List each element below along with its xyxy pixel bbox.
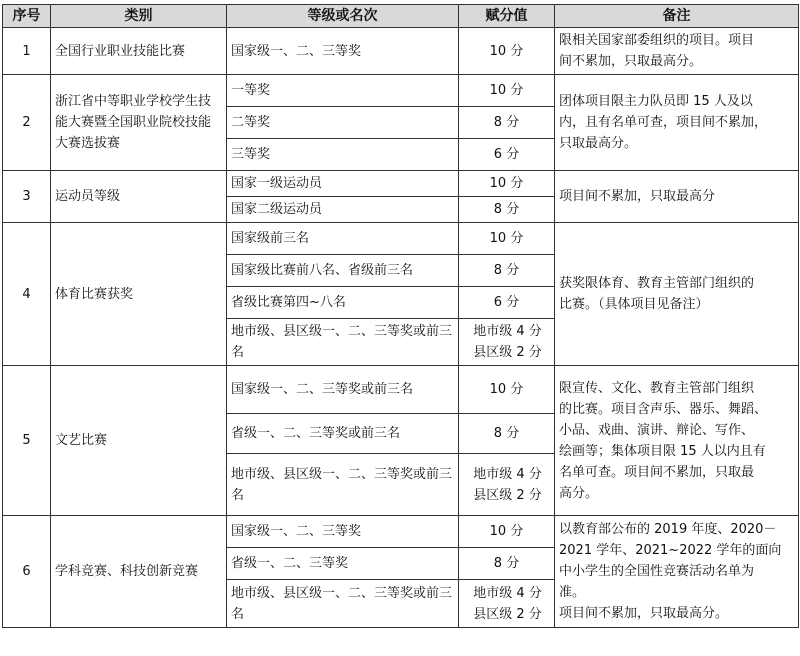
- score-line: 县区级 2 分: [473, 487, 542, 503]
- seq-cell: 5: [3, 366, 51, 516]
- note-line: 项目间不累加，只取最高分。: [559, 606, 729, 621]
- score-cell: 10 分: [459, 171, 555, 197]
- seq-cell: 6: [3, 516, 51, 628]
- seq-cell: 3: [3, 171, 51, 223]
- header-level: 等级或名次: [227, 5, 459, 28]
- note-line: 2021 学年、2021~2022 学年的面向: [559, 543, 782, 558]
- seq-cell: 4: [3, 223, 51, 366]
- note-cell: [555, 516, 799, 628]
- note-cell: [555, 28, 799, 75]
- category-cell: 运动员等级: [51, 171, 227, 223]
- score-cell: 8 分: [459, 107, 555, 139]
- category-cell: 体育比赛获奖: [51, 223, 227, 366]
- score-cell: 10 分: [459, 75, 555, 107]
- score-cell: [459, 319, 555, 366]
- note-line: 间不累加，只取最高分。: [559, 54, 703, 69]
- note-line: 限宣传、文化、教育主管部门组织: [559, 380, 755, 396]
- level-cell: 地市级、县区级一、二、三等奖或前三名: [227, 319, 459, 366]
- category-cell: 浙江省中等职业学校学生技能大赛暨全国职业院校技能大赛选拔赛: [51, 75, 227, 171]
- score-cell: 10 分: [459, 366, 555, 414]
- note-cell: [555, 366, 799, 516]
- table-row: [3, 171, 799, 197]
- score-cell: [459, 454, 555, 516]
- note-line: 限相关国家部委组织的项目。项目: [559, 33, 755, 48]
- table-row: [3, 28, 799, 75]
- header-note: 备注: [555, 5, 799, 28]
- level-cell: 国家级一、二、三等奖: [227, 28, 459, 75]
- header-seq: 序号: [3, 5, 51, 28]
- category-cell: 文艺比赛: [51, 366, 227, 516]
- note-line: 只取最高分。: [559, 136, 638, 151]
- score-line: 地市级 4 分: [473, 585, 542, 601]
- seq-cell: 2: [3, 75, 51, 171]
- scoring-table: [2, 4, 799, 628]
- level-cell: 国家二级运动员: [227, 197, 459, 223]
- note-line: 准。: [559, 585, 586, 600]
- note-cell: [555, 75, 799, 171]
- note-line: 中小学生的全国性竞赛活动名单为: [559, 564, 755, 579]
- level-cell: 地市级、县区级一、二、三等奖或前三名: [227, 454, 459, 516]
- level-cell: 省级比赛第四~八名: [227, 287, 459, 319]
- note-line: 内，且有名单可查，项目间不累加，: [559, 115, 768, 130]
- score-cell: 6 分: [459, 139, 555, 171]
- score-line: 县区级 2 分: [473, 606, 542, 622]
- note-line: 名单可查。项目间不累加，只取最: [559, 464, 755, 480]
- score-cell: 8 分: [459, 255, 555, 287]
- score-cell: 10 分: [459, 516, 555, 548]
- note-line: 高分。: [559, 485, 599, 501]
- level-cell: 国家级一、二、三等奖或前三名: [227, 366, 459, 414]
- score-line: 地市级 4 分: [473, 466, 542, 482]
- level-cell: 国家级一、二、三等奖: [227, 516, 459, 548]
- score-cell: [459, 580, 555, 628]
- level-cell: 三等奖: [227, 139, 459, 171]
- level-cell: 一等奖: [227, 75, 459, 107]
- score-cell: 8 分: [459, 197, 555, 223]
- level-cell: 省级一、二、三等奖: [227, 548, 459, 580]
- level-cell: 国家级前三名: [227, 223, 459, 255]
- score-cell: 6 分: [459, 287, 555, 319]
- note-line: 比赛。（具体项目见备注）: [559, 297, 709, 312]
- score-cell: 10 分: [459, 28, 555, 75]
- note-line: 项目间不累加，只取最高分: [559, 189, 716, 204]
- score-cell: 10 分: [459, 223, 555, 255]
- category-cell: 全国行业职业技能比赛: [51, 28, 227, 75]
- level-cell: 国家一级运动员: [227, 171, 459, 197]
- note-line: 团体项目限主力队员即 15 人及以: [559, 94, 753, 109]
- table-row: [3, 223, 799, 255]
- note-line: 获奖限体育、教育主管部门组织的: [559, 276, 755, 291]
- table-row: [3, 75, 799, 107]
- score-line: 地市级 4 分: [473, 324, 542, 339]
- seq-cell: 1: [3, 28, 51, 75]
- level-cell: 二等奖: [227, 107, 459, 139]
- note-line: 以教育部公布的 2019 年度、2020－: [559, 522, 777, 537]
- note-cell: [555, 223, 799, 366]
- note-line: 的比赛。项目含声乐、器乐、舞蹈、: [559, 401, 768, 417]
- header-category: 类别: [51, 5, 227, 28]
- level-cell: 地市级、县区级一、二、三等奖或前三名: [227, 580, 459, 628]
- table-row: [3, 366, 799, 414]
- header-row: [3, 5, 799, 28]
- score-line: 县区级 2 分: [473, 345, 542, 360]
- note-cell: [555, 171, 799, 223]
- note-line: 小品、戏曲、演讲、辩论、写作、: [559, 422, 755, 438]
- note-line: 绘画等；集体项目限 15 人以内且有: [559, 443, 766, 459]
- level-cell: 国家级比赛前八名、省级前三名: [227, 255, 459, 287]
- header-score: 赋分值: [459, 5, 555, 28]
- level-cell: 省级一、二、三等奖或前三名: [227, 414, 459, 454]
- score-cell: 8 分: [459, 548, 555, 580]
- score-cell: 8 分: [459, 414, 555, 454]
- category-cell: 学科竞赛、科技创新竞赛: [51, 516, 227, 628]
- table-row: [3, 516, 799, 548]
